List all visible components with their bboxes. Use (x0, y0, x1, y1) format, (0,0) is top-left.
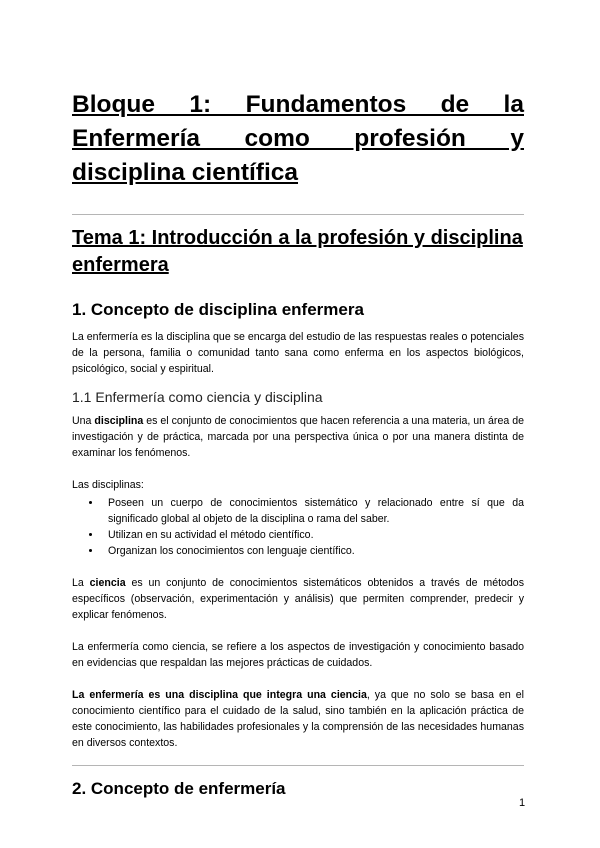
bold-term: ciencia (89, 577, 126, 589)
document-title: Bloque 1: Fundamentos de la Enfermería como profesión y disciplina científica (72, 91, 524, 186)
section-1-heading: 1. Concepto de disciplina enfermera (72, 300, 364, 319)
bold-term: disciplina (94, 415, 144, 427)
list-item: • Utilizan en su actividad el método científico. (102, 527, 524, 543)
divider (72, 765, 524, 766)
list-item: • Poseen un cuerpo de conocimientos sistemático y relacionado entre sí que da significado global al objeto de la disciplina o rama del saber. (102, 495, 524, 527)
integra-ciencia-paragraph (72, 687, 524, 751)
text-run: es un conjunto de conocimientos sistemáticos obtenidos a través de métodos específicos (observación, experimentación y análisis) que permiten comprender, predecir y explicar fenómenos. (72, 577, 525, 621)
disciplina-paragraph (72, 413, 524, 461)
section-1-intro: La enfermería es la disciplina que se encarga del estudio de las respuestas reales o potenciales de la persona, familia o comunidad tanto sana como enferma en los aspectos biológicos, psicológico, social y espiritual. (72, 331, 524, 375)
text-run: La (72, 577, 90, 589)
ciencia-paragraph (72, 575, 524, 623)
list-item: • Organizan los conocimientos con lenguaje científico. (102, 543, 524, 559)
document-page (72, 88, 524, 800)
divider (72, 214, 524, 215)
page-number: 1 (519, 797, 526, 809)
subsection-1-1-heading: 1.1 Enfermería como ciencia y disciplina (72, 389, 323, 405)
text-run: , ya que no solo se basa en el conocimiento científico para el cuidado de la salud, sino también en la aplicación práctica de este conocimiento, las habilidades profesionales y la comprensión de las necesidades humanas en diversos contextos. (72, 689, 524, 749)
bold-term: La enfermería es una disciplina que integra una ciencia (72, 689, 367, 701)
text-run: Una (72, 415, 95, 427)
text-run: es el conjunto de conocimientos que hacen referencia a una materia, un área de investigación y de práctica, marcada por una perspectiva única o por una manera distinta de examinar los fenómenos. (72, 415, 524, 459)
tema-title: Tema 1: Introducción a la profesión y disciplina enfermera (72, 227, 523, 276)
disciplinas-list (72, 495, 524, 559)
enfermeria-ciencia-paragraph: La enfermería como ciencia, se refiere a los aspectos de investigación y conocimiento basado en evidencias que respaldan las mejores prácticas de cuidados. (72, 641, 524, 669)
section-2-heading: 2. Concepto de enfermería (72, 779, 286, 798)
list-intro: Las disciplinas: (72, 479, 144, 491)
